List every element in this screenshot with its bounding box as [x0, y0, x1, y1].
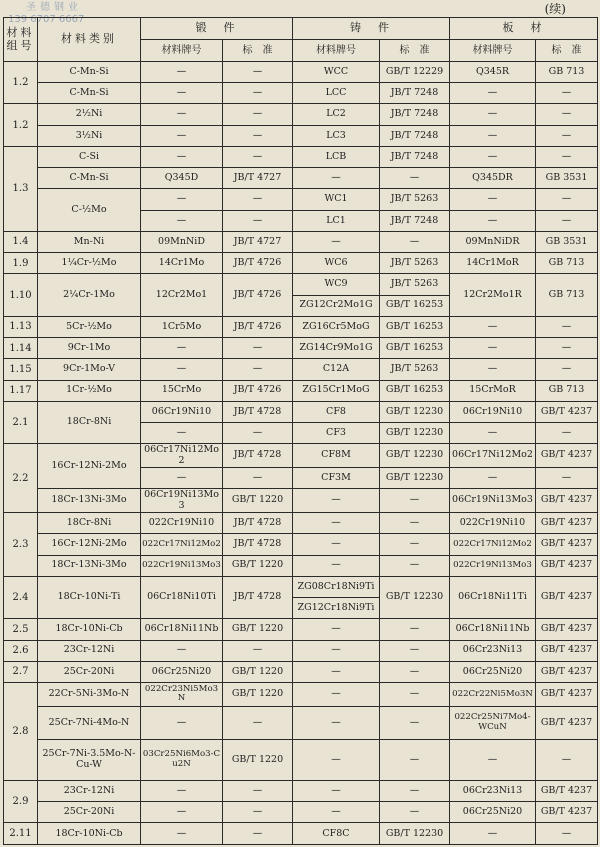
plate-grade: 022Cr25Ni7Mo4-WCuN	[450, 706, 536, 739]
table-row	[4, 62, 598, 83]
casting-standard: —	[380, 534, 450, 555]
watermark-company: 圣德钢业	[26, 2, 82, 13]
forging-grade: 022Cr23Ni5Mo3N	[141, 682, 223, 706]
plate-grade: 022Cr22Ni5Mo3N	[450, 682, 536, 706]
forging-grade: 022Cr17Ni12Mo2	[141, 534, 223, 555]
header-forging: 锻 件	[141, 18, 293, 40]
group-number: 1.2	[4, 104, 38, 146]
plate-grade: 022Cr19Ni10	[450, 513, 536, 534]
forging-standard: —	[223, 823, 293, 845]
forging-grade: —	[141, 189, 223, 210]
group-number: 1.13	[4, 316, 38, 337]
material-category: C-½Mo	[38, 189, 141, 231]
casting-grade: —	[293, 489, 380, 513]
plate-standard: GB 713	[536, 380, 598, 401]
plate-standard: GB 713	[536, 253, 598, 274]
material-category: 18Cr-8Ni	[38, 513, 141, 534]
plate-standard: GB/T 4237	[536, 513, 598, 534]
forging-standard: JB/T 4726	[223, 253, 293, 274]
plate-grade: 06Cr23Ni13	[450, 640, 536, 661]
table-row	[4, 189, 598, 210]
casting-grade: ZG12Cr2Mo1G	[293, 295, 380, 316]
group-number: 1.4	[4, 231, 38, 252]
material-category: 9Cr-1Mo-V	[38, 359, 141, 380]
casting-standard: JB/T 5263	[380, 189, 450, 210]
material-category: 18Cr-10Ni-Cb	[38, 619, 141, 640]
plate-standard: GB 713	[536, 274, 598, 316]
casting-grade: —	[293, 706, 380, 739]
forging-standard: GB/T 1220	[223, 661, 293, 682]
material-category: 25Cr-7Ni-4Mo-N	[38, 706, 141, 739]
material-category: 18Cr-8Ni	[38, 401, 141, 443]
casting-grade: ZG12Cr18Ni9Ti	[293, 598, 380, 619]
casting-grade: CF8	[293, 401, 380, 422]
forging-grade: —	[141, 62, 223, 83]
casting-standard: GB/T 12230	[380, 468, 450, 489]
casting-grade-header: 材料牌号	[293, 40, 380, 62]
plate-grade: —	[450, 189, 536, 210]
forging-standard: —	[223, 706, 293, 739]
group-number: 2.5	[4, 619, 38, 640]
forging-grade: —	[141, 422, 223, 443]
material-category: 22Cr-5Ni-3Mo-N	[38, 682, 141, 706]
forging-grade: 06Cr19Ni13Mo3	[141, 489, 223, 513]
forging-grade: 12Cr2Mo1	[141, 274, 223, 316]
forging-standard: GB/T 1220	[223, 739, 293, 780]
casting-grade: C12A	[293, 359, 380, 380]
casting-standard-header: 标 准	[380, 40, 450, 62]
casting-grade: LCB	[293, 146, 380, 167]
material-category: 1Cr-½Mo	[38, 380, 141, 401]
casting-grade: WCC	[293, 62, 380, 83]
table-row	[4, 253, 598, 274]
forging-grade: —	[141, 83, 223, 104]
plate-grade: 06Cr19Ni10	[450, 401, 536, 422]
forging-grade: 06Cr18Ni10Ti	[141, 576, 223, 618]
casting-standard: GB/T 12230	[380, 422, 450, 443]
plate-standard: —	[536, 468, 598, 489]
casting-grade: —	[293, 802, 380, 823]
forging-standard: JB/T 4728	[223, 444, 293, 468]
plate-standard: GB/T 4237	[536, 555, 598, 576]
table-row	[4, 802, 598, 823]
casting-standard: GB/T 16253	[380, 380, 450, 401]
forging-grade: 09MnNiD	[141, 231, 223, 252]
plate-grade: —	[450, 83, 536, 104]
casting-standard: GB/T 12229	[380, 62, 450, 83]
forging-standard: GB/T 1220	[223, 489, 293, 513]
forging-standard: —	[223, 125, 293, 146]
plate-standard: GB/T 4237	[536, 706, 598, 739]
forging-grade: —	[141, 802, 223, 823]
plate-standard: GB 3531	[536, 231, 598, 252]
table-row	[4, 401, 598, 422]
forging-standard: —	[223, 62, 293, 83]
forging-grade: 06Cr25Ni20	[141, 661, 223, 682]
forging-standard: —	[223, 338, 293, 359]
table-row	[4, 444, 598, 468]
casting-standard: —	[380, 513, 450, 534]
header-plate: 板 材	[450, 18, 598, 40]
forging-grade: 06Cr18Ni11Nb	[141, 619, 223, 640]
forging-grade: 06Cr19Ni10	[141, 401, 223, 422]
plate-grade: 022Cr19Ni13Mo3	[450, 555, 536, 576]
forging-grade: 14Cr1Mo	[141, 253, 223, 274]
casting-grade: ZG15Cr1MoG	[293, 380, 380, 401]
casting-grade: —	[293, 781, 380, 802]
forging-grade: —	[141, 468, 223, 489]
casting-standard: GB/T 12230	[380, 401, 450, 422]
forging-grade: 06Cr17Ni12Mo2	[141, 444, 223, 468]
forging-grade: —	[141, 359, 223, 380]
forging-grade: 03Cr25Ni6Mo3-Cu2N	[141, 739, 223, 780]
casting-standard: —	[380, 781, 450, 802]
table-row	[4, 231, 598, 252]
casting-standard: —	[380, 739, 450, 780]
forging-grade: 15CrMo	[141, 380, 223, 401]
forging-grade: —	[141, 823, 223, 845]
forging-grade: 1Cr5Mo	[141, 316, 223, 337]
plate-grade: 06Cr18Ni11Nb	[450, 619, 536, 640]
material-category: 25Cr-7Ni-3.5Mo-N-Cu-W	[38, 739, 141, 780]
plate-standard: GB/T 4237	[536, 802, 598, 823]
table-row	[4, 168, 598, 189]
plate-standard: GB/T 4237	[536, 661, 598, 682]
material-table	[3, 17, 598, 845]
table-row	[4, 489, 598, 513]
plate-standard: GB/T 4237	[536, 444, 598, 468]
plate-standard: —	[536, 125, 598, 146]
casting-grade: LC3	[293, 125, 380, 146]
casting-grade: —	[293, 640, 380, 661]
casting-standard: JB/T 5263	[380, 359, 450, 380]
casting-grade: CF3	[293, 422, 380, 443]
plate-grade: 14Cr1MoR	[450, 253, 536, 274]
plate-grade: 06Cr25Ni20	[450, 661, 536, 682]
watermark-phone: 139 6707 6667	[8, 14, 85, 25]
forging-standard: —	[223, 104, 293, 125]
plate-standard: —	[536, 104, 598, 125]
table-row	[4, 104, 598, 125]
material-category: 25Cr-20Ni	[38, 661, 141, 682]
forging-standard: —	[223, 781, 293, 802]
casting-standard: —	[380, 168, 450, 189]
group-number: 1.17	[4, 380, 38, 401]
casting-grade: —	[293, 555, 380, 576]
plate-grade: —	[450, 359, 536, 380]
forging-standard: —	[223, 210, 293, 231]
header-category: 材料类别	[38, 18, 141, 62]
table-row	[4, 823, 598, 845]
group-number: 2.4	[4, 576, 38, 618]
header-row	[4, 18, 598, 40]
table-row	[4, 513, 598, 534]
header-casting: 铸 件	[293, 18, 450, 40]
plate-standard: —	[536, 823, 598, 845]
forging-standard: JB/T 4728	[223, 401, 293, 422]
plate-standard: GB 713	[536, 62, 598, 83]
group-number: 1.10	[4, 274, 38, 316]
plate-standard-header: 标 准	[536, 40, 598, 62]
casting-standard: JB/T 5263	[380, 274, 450, 295]
casting-grade: ZG16Cr5MoG	[293, 316, 380, 337]
casting-standard: JB/T 5263	[380, 253, 450, 274]
forging-standard: —	[223, 146, 293, 167]
forging-grade: 022Cr19Ni10	[141, 513, 223, 534]
plate-standard: —	[536, 316, 598, 337]
table-row	[4, 706, 598, 739]
plate-standard: GB/T 4237	[536, 619, 598, 640]
group-number: 2.2	[4, 444, 38, 513]
table-row	[4, 682, 598, 706]
group-number: 2.11	[4, 823, 38, 845]
plate-standard: —	[536, 146, 598, 167]
casting-standard: GB/T 16253	[380, 295, 450, 316]
forging-grade: Q345D	[141, 168, 223, 189]
casting-grade: —	[293, 513, 380, 534]
plate-grade: —	[450, 316, 536, 337]
material-category: 16Cr-12Ni-2Mo	[38, 444, 141, 489]
plate-grade: 06Cr19Ni13Mo3	[450, 489, 536, 513]
plate-grade: —	[450, 125, 536, 146]
casting-standard: JB/T 7248	[380, 146, 450, 167]
plate-grade-header: 材料牌号	[450, 40, 536, 62]
plate-standard: —	[536, 210, 598, 231]
plate-grade: 12Cr2Mo1R	[450, 274, 536, 316]
plate-grade: 09MnNiDR	[450, 231, 536, 252]
forging-standard: —	[223, 640, 293, 661]
plate-standard: GB/T 4237	[536, 401, 598, 422]
casting-standard: —	[380, 619, 450, 640]
casting-grade: WC9	[293, 274, 380, 295]
forging-grade: —	[141, 146, 223, 167]
forging-standard: JB/T 4727	[223, 231, 293, 252]
casting-standard: —	[380, 640, 450, 661]
casting-grade: —	[293, 661, 380, 682]
casting-grade: —	[293, 231, 380, 252]
material-category: 18Cr-10Ni-Ti	[38, 576, 141, 618]
plate-grade: 06Cr18Ni11Ti	[450, 576, 536, 618]
casting-grade: LC1	[293, 210, 380, 231]
casting-standard: —	[380, 231, 450, 252]
casting-standard: JB/T 7248	[380, 83, 450, 104]
forging-standard: GB/T 1220	[223, 619, 293, 640]
casting-grade: WC1	[293, 189, 380, 210]
table-row	[4, 619, 598, 640]
casting-grade: —	[293, 168, 380, 189]
casting-grade: —	[293, 739, 380, 780]
forging-standard: GB/T 1220	[223, 555, 293, 576]
casting-standard: —	[380, 555, 450, 576]
casting-standard: —	[380, 661, 450, 682]
casting-standard: —	[380, 802, 450, 823]
material-category: 23Cr-12Ni	[38, 640, 141, 661]
table-body	[4, 62, 598, 845]
material-category: 2¼Cr-1Mo	[38, 274, 141, 316]
casting-standard: GB/T 12230	[380, 576, 450, 618]
continued-label: (续)	[544, 2, 566, 16]
casting-grade: —	[293, 534, 380, 555]
casting-standard: —	[380, 682, 450, 706]
plate-standard: —	[536, 359, 598, 380]
forging-standard: JB/T 4728	[223, 513, 293, 534]
material-category: 3½Ni	[38, 125, 141, 146]
forging-grade: —	[141, 706, 223, 739]
material-category: 18Cr-13Ni-3Mo	[38, 489, 141, 513]
casting-standard: GB/T 12230	[380, 444, 450, 468]
forging-standard: JB/T 4728	[223, 576, 293, 618]
casting-grade: CF8M	[293, 444, 380, 468]
table-row	[4, 83, 598, 104]
forging-grade: —	[141, 781, 223, 802]
forging-standard-header: 标 准	[223, 40, 293, 62]
table-row	[4, 380, 598, 401]
forging-standard: —	[223, 422, 293, 443]
material-category: 18Cr-13Ni-3Mo	[38, 555, 141, 576]
table-row	[4, 338, 598, 359]
table-row	[4, 359, 598, 380]
group-number: 1.14	[4, 338, 38, 359]
casting-grade: —	[293, 619, 380, 640]
group-number: 1.3	[4, 146, 38, 231]
material-category: C-Mn-Si	[38, 62, 141, 83]
table-row	[4, 781, 598, 802]
plate-grade: 06Cr25Ni20	[450, 802, 536, 823]
plate-grade: —	[450, 823, 536, 845]
material-category: 5Cr-½Mo	[38, 316, 141, 337]
plate-grade: —	[450, 146, 536, 167]
material-category: C-Mn-Si	[38, 83, 141, 104]
casting-grade: LC2	[293, 104, 380, 125]
casting-standard: GB/T 16253	[380, 316, 450, 337]
material-category: 18Cr-10Ni-Cb	[38, 823, 141, 845]
forging-grade: —	[141, 210, 223, 231]
plate-grade: 06Cr17Ni12Mo2	[450, 444, 536, 468]
group-number: 1.2	[4, 62, 38, 104]
table-row	[4, 534, 598, 555]
material-category: Mn-Ni	[38, 231, 141, 252]
casting-grade: LCC	[293, 83, 380, 104]
plate-grade: 06Cr23Ni13	[450, 781, 536, 802]
casting-grade: ZG14Cr9Mo1G	[293, 338, 380, 359]
table-row	[4, 576, 598, 597]
table-row	[4, 125, 598, 146]
table-row	[4, 274, 598, 295]
plate-standard: —	[536, 422, 598, 443]
table-row	[4, 555, 598, 576]
plate-grade: 15CrMoR	[450, 380, 536, 401]
group-number: 2.1	[4, 401, 38, 443]
material-category: 9Cr-1Mo	[38, 338, 141, 359]
casting-standard: JB/T 7248	[380, 104, 450, 125]
casting-grade: ZG08Cr18Ni9Ti	[293, 576, 380, 597]
material-category: C-Si	[38, 146, 141, 167]
plate-grade: —	[450, 104, 536, 125]
casting-standard: GB/T 16253	[380, 338, 450, 359]
header-group: 材料组号	[4, 18, 38, 62]
table-row	[4, 146, 598, 167]
forging-standard: JB/T 4726	[223, 274, 293, 316]
material-category: 23Cr-12Ni	[38, 781, 141, 802]
plate-grade: —	[450, 338, 536, 359]
plate-standard: —	[536, 739, 598, 780]
table-row	[4, 661, 598, 682]
plate-standard: GB/T 4237	[536, 534, 598, 555]
plate-grade: —	[450, 210, 536, 231]
plate-grade: —	[450, 739, 536, 780]
material-category: 1¼Cr-½Mo	[38, 253, 141, 274]
plate-standard: —	[536, 83, 598, 104]
plate-grade: —	[450, 422, 536, 443]
casting-grade: WC6	[293, 253, 380, 274]
forging-grade: —	[141, 338, 223, 359]
plate-standard: GB/T 4237	[536, 682, 598, 706]
casting-grade: —	[293, 682, 380, 706]
forging-standard: —	[223, 189, 293, 210]
table-row	[4, 316, 598, 337]
forging-grade: 022Cr19Ni13Mo3	[141, 555, 223, 576]
plate-standard: GB/T 4237	[536, 489, 598, 513]
group-number: 2.6	[4, 640, 38, 661]
group-number: 2.3	[4, 513, 38, 577]
table-row	[4, 739, 598, 780]
casting-grade: CF3M	[293, 468, 380, 489]
casting-standard: JB/T 7248	[380, 125, 450, 146]
group-number: 2.8	[4, 682, 38, 780]
forging-standard: JB/T 4728	[223, 534, 293, 555]
group-number: 2.7	[4, 661, 38, 682]
casting-grade: CF8C	[293, 823, 380, 845]
forging-standard: —	[223, 468, 293, 489]
forging-standard: GB/T 1220	[223, 682, 293, 706]
plate-standard: GB/T 4237	[536, 781, 598, 802]
casting-standard: GB/T 12230	[380, 823, 450, 845]
casting-standard: JB/T 7248	[380, 210, 450, 231]
group-number: 2.9	[4, 781, 38, 823]
forging-standard: —	[223, 359, 293, 380]
group-number: 1.15	[4, 359, 38, 380]
plate-grade: —	[450, 468, 536, 489]
plate-grade: Q345DR	[450, 168, 536, 189]
material-category: 2½Ni	[38, 104, 141, 125]
forging-grade-header: 材料牌号	[141, 40, 223, 62]
plate-grade: 022Cr17Ni12Mo2	[450, 534, 536, 555]
forging-standard: JB/T 4726	[223, 316, 293, 337]
material-category: 16Cr-12Ni-2Mo	[38, 534, 141, 555]
plate-standard: GB/T 4237	[536, 576, 598, 618]
forging-grade: —	[141, 125, 223, 146]
plate-standard: —	[536, 338, 598, 359]
forging-standard: JB/T 4726	[223, 380, 293, 401]
plate-standard: —	[536, 189, 598, 210]
casting-standard: —	[380, 706, 450, 739]
plate-standard: GB 3531	[536, 168, 598, 189]
forging-grade: —	[141, 104, 223, 125]
material-category: C-Mn-Si	[38, 168, 141, 189]
forging-standard: JB/T 4727	[223, 168, 293, 189]
casting-standard: —	[380, 489, 450, 513]
material-category: 25Cr-20Ni	[38, 802, 141, 823]
plate-grade: Q345R	[450, 62, 536, 83]
forging-grade: —	[141, 640, 223, 661]
plate-standard: GB/T 4237	[536, 640, 598, 661]
group-number: 1.9	[4, 253, 38, 274]
forging-standard: —	[223, 802, 293, 823]
table-row	[4, 640, 598, 661]
forging-standard: —	[223, 83, 293, 104]
